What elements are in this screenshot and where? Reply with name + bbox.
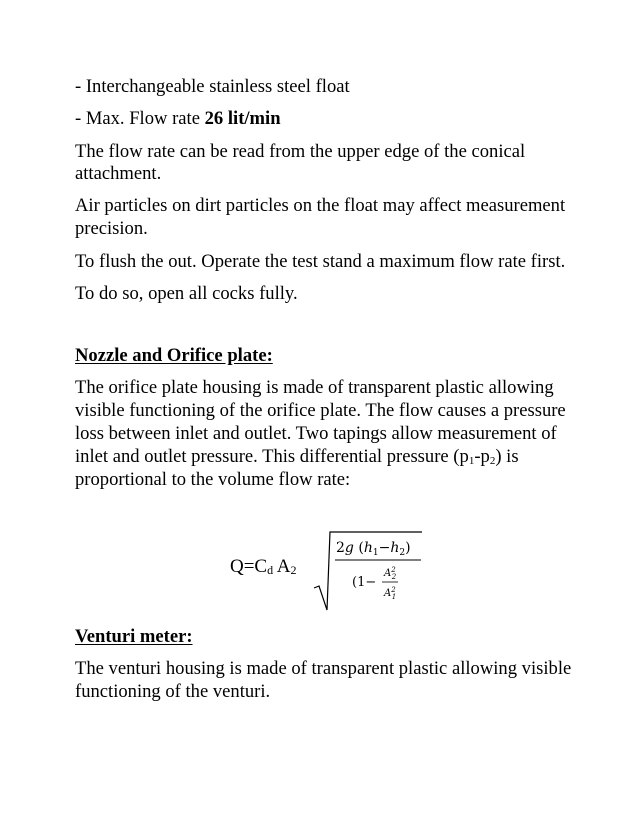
text-line: The flow rate can be read from the upper edge of the conical <box>75 141 526 162</box>
section-heading-venturi: Venturi meter: <box>75 626 193 647</box>
text-line: loss between inlet and outlet. Two tapings allow measurement of <box>75 423 557 444</box>
text-fragment: -p <box>474 446 490 467</box>
subscript: 1 <box>468 455 475 467</box>
text-line: visible functioning of the orifice plate. The flow causes a pressure <box>75 400 566 421</box>
text-line: - Interchangeable stainless steel float <box>75 76 350 97</box>
formula-numerator: 2g $(h_1-h_2)$ <box>336 540 411 558</box>
text-line: precision. <box>75 218 148 239</box>
text-line: To flush the out. Operate the test stand a maximum flow rate first. <box>75 251 566 272</box>
text-fragment: ) is <box>495 446 519 467</box>
text-line: To do so, open all cocks fully. <box>75 283 298 304</box>
text-line: attachment. <box>75 163 162 184</box>
inner-fraction-numerator: $A^2$ 2 <box>384 566 397 581</box>
text-line: The orifice plate housing is made of transparent plastic allowing <box>75 377 554 398</box>
text-line: functioning of the venturi. <box>75 681 271 702</box>
square-root-fraction <box>230 530 430 620</box>
formula-text: Q=C <box>230 556 268 577</box>
text-line: Air particles on dirt particles on the float may affect measurement <box>75 195 566 216</box>
subscript: d <box>267 563 274 577</box>
flow-rate-formula <box>230 530 430 620</box>
text-line <box>75 446 519 468</box>
text-line <box>75 108 281 130</box>
inner-fraction-denominator: $A^2$ 1 <box>384 586 397 601</box>
text-fragment: inlet and outlet pressure. This differential pressure (p <box>75 446 469 467</box>
text-line: proportional to the volume flow rate: <box>75 469 351 490</box>
formula-text: A <box>273 556 291 577</box>
subscript: 2 <box>489 455 496 467</box>
section-heading-nozzle: Nozzle and Orifice plate: <box>75 345 273 366</box>
text-line: The venturi housing is made of transparent plastic allowing visible <box>75 658 572 679</box>
flow-rate-value: 26 lit/min <box>204 108 281 129</box>
text-fragment: - Max. Flow rate <box>75 108 205 129</box>
subscript: 2 <box>290 563 297 577</box>
formula-denominator-open: (1− <box>352 575 377 590</box>
